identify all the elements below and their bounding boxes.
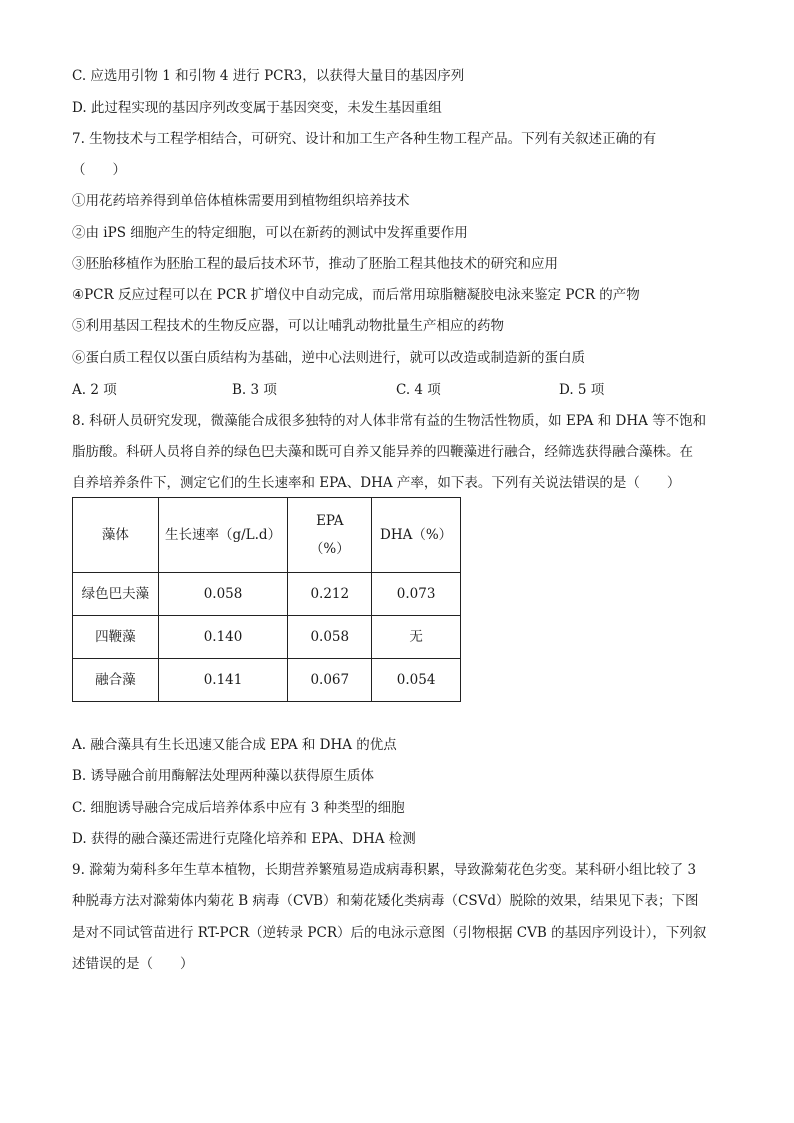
statement-1: ①用花药培养得到单倍体植株需要用到植物组织培养技术: [72, 193, 410, 209]
row-growth-rate: 0.141: [158, 659, 288, 702]
option-c-q8: C. 细胞诱导融合完成后培养体系中应有 3 种类型的细胞: [72, 800, 405, 816]
option-c-q7: C. 4 项: [396, 382, 441, 398]
table-row: [73, 659, 461, 702]
header-dha: DHA（%）: [372, 498, 461, 573]
row-dha: 无: [372, 616, 461, 659]
row-epa: 0.067: [288, 659, 372, 702]
alga-data-table: [72, 497, 461, 702]
question-9-line-1: 9. 滁菊为菊科多年生草本植物，长期营养繁殖易造成病毒积累，导致滁菊花色劣变。某科研小组比较了 3: [72, 862, 697, 878]
row-dha: 0.073: [372, 573, 461, 616]
question-9-line-4: 述错误的是（ ）: [72, 956, 194, 972]
option-d-q7: D. 5 项: [559, 382, 605, 398]
option-d-q8: D. 获得的融合藻还需进行克隆化培养和 EPA、DHA 检测: [72, 831, 416, 847]
table-row: [73, 616, 461, 659]
row-name: 四鞭藻: [73, 616, 159, 659]
header-growth-rate: 生长速率（g/L.d）: [158, 498, 288, 573]
header-epa-name: EPA: [316, 513, 344, 529]
header-alga: 藻体: [73, 498, 159, 573]
statement-2: ②由 iPS 细胞产生的特定细胞，可以在新药的测试中发挥重要作用: [72, 225, 468, 241]
option-c-q6: C. 应选用引物 1 和引物 4 进行 PCR3，以获得大量目的基因序列: [72, 68, 465, 84]
question-7-stem: 7. 生物技术与工程学相结合，可研究、设计和加工生产各种生物工程产品。下列有关叙述正确的有: [72, 131, 657, 147]
table-row: [73, 573, 461, 616]
statement-5: ⑤利用基因工程技术的生物反应器，可以让哺乳动物批量生产相应的药物: [72, 318, 504, 334]
row-name: 融合藻: [73, 659, 159, 702]
option-d-q6: D. 此过程实现的基因序列改变属于基因突变，未发生基因重组: [72, 100, 442, 116]
row-growth-rate: 0.140: [158, 616, 288, 659]
statement-3: ③胚胎移植作为胚胎工程的最后技术环节，推动了胚胎工程其他技术的研究和应用: [72, 256, 558, 272]
row-name: 绿色巴夫藻: [73, 573, 159, 616]
row-epa: 0.212: [288, 573, 372, 616]
option-a-q7: A. 2 项: [72, 382, 117, 398]
statement-6: ⑥蛋白质工程仅以蛋白质结构为基础，逆中心法则进行，就可以改造或制造新的蛋白质: [72, 350, 585, 366]
statement-4: ④PCR 反应过程可以在 PCR 扩增仪中自动完成，而后常用琼脂糖凝胶电泳来鉴定 PCR 的产物: [72, 287, 640, 303]
header-epa: [288, 498, 372, 573]
question-8-line-1: 8. 科研人员研究发现，微藻能合成很多独特的对人体非常有益的生物活性物质，如 EPA 和 DHA 等不饱和: [72, 413, 707, 429]
question-7-options: [72, 380, 732, 400]
option-b-q8: B. 诱导融合前用酶解法处理两种藻以获得原生质体: [72, 768, 375, 784]
row-dha: 0.054: [372, 659, 461, 702]
question-7-blank: （ ）: [72, 162, 126, 178]
question-9-line-3: 是对不同试管苗进行 RT-PCR（逆转录 PCR）后的电泳示意图（引物根据 CVB 的基因序列设计），下列叙: [72, 925, 707, 941]
row-epa: 0.058: [288, 616, 372, 659]
header-epa-unit: （%）: [309, 541, 350, 557]
option-b-q7: B. 3 项: [232, 382, 277, 398]
question-8-line-2: 脂肪酸。科研人员将自养的绿色巴夫藻和既可自养又能异养的四鞭藻进行融合，经筛选获得融合藻株。在: [72, 444, 693, 460]
option-a-q8: A. 融合藻具有生长迅速又能合成 EPA 和 DHA 的优点: [72, 737, 397, 753]
question-8-line-3: 自养培养条件下，测定它们的生长速率和 EPA、DHA 产率，如下表。下列有关说法错误的是（ ）: [72, 475, 681, 491]
question-9-line-2: 种脱毒方法对滁菊体内菊花 B 病毒（CVB）和菊花矮化类病毒（CSVd）脱除的效果，结果见下表；下图: [72, 893, 699, 909]
table-header-row: [73, 498, 461, 573]
row-growth-rate: 0.058: [158, 573, 288, 616]
